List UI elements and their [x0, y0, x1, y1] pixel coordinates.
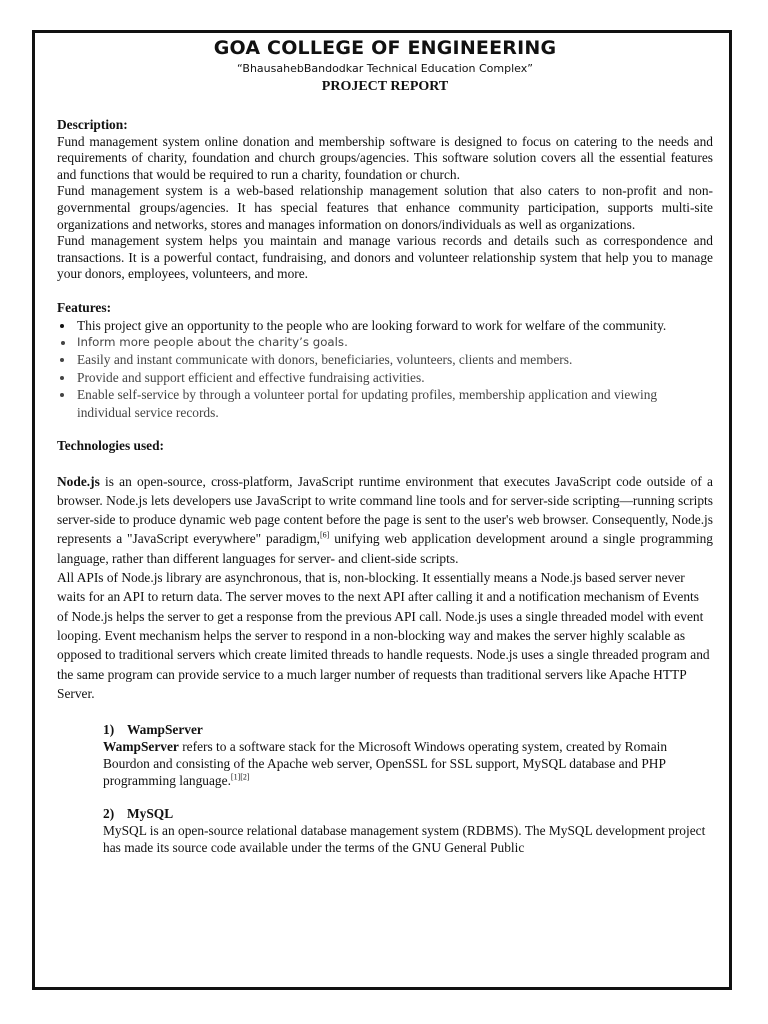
feature-item: • Easily and instant communicate with donors, beneficiaries, volunteers, clients and members.: [75, 351, 713, 368]
mysql-section: [103, 806, 713, 856]
mysql-heading: [103, 806, 713, 823]
nodejs-paragraph: [57, 472, 713, 568]
feature-item: • Inform more people about the charity’s goals.: [75, 334, 713, 351]
nodejs-text: is an open-source, cross-platform, JavaScript runtime environment that executes JavaScript code outside of a browser. Node.js lets developers use JavaScript to write command line tools and for server-side scripting—running scripts server-side to produce dynamic web page content before the page is sent to the user's web browser. Consequently, Node.js represents a "JavaScript everywhere" paradigm,: [57, 473, 713, 547]
feature-item: • Enable self-service by through a volunteer portal for updating profiles, membership application and viewing individual service records.: [75, 386, 713, 421]
mysql-title: MySQL: [127, 806, 174, 822]
wampserver-term: WampServer: [103, 738, 179, 754]
description-heading: Description:: [57, 117, 128, 132]
wampserver-section: [103, 722, 713, 789]
nodejs-api-paragraph: All APIs of Node.js library are asynchronous, that is, non-blocking. It essentially means a Node.js based server never waits for an API to return data. The server moves to the next API after calling it and a notification mechanism of Events of Node.js helps the server to get a response from the previous API call. Node.js uses a single threaded model with event looping. Event mechanism helps the server to respond in a non-blocking way and makes the server highly scalable as opposed to traditional servers which create limited threads to handle requests. Node.js uses a single threaded program and the same program can provide service to a much larger number of requests than traditional servers like Apache HTTP Server.: [57, 570, 710, 701]
wampserver-reference[interactable]: [1][2]: [230, 772, 250, 782]
description-paragraph: Fund management system online donation and membership software is designed to focus on catering to the needs and requirements of charity, foundation and church groups/agencies. This software solution covers all the essential features and functions that would be required to run a charity, foundation or church.: [57, 133, 713, 182]
college-title: GOA COLLEGE OF ENGINEERING: [213, 37, 557, 59]
page-border: [32, 30, 732, 990]
wampserver-title: WampServer: [127, 722, 203, 738]
features-list: [57, 317, 713, 421]
feature-item: • Provide and support efficient and effective fundraising activities.: [75, 369, 713, 386]
technologies-heading: Technologies used:: [57, 437, 165, 453]
nodejs-text: unifying web application development around a single programming language, rather than different languages for server- and client-side scripts.: [57, 531, 713, 566]
nodejs-reference[interactable]: [6]: [319, 530, 330, 540]
document-content: [57, 35, 713, 857]
mysql-paragraph: MySQL is an open-source relational database management system (RDBMS). The MySQL development project has made its source code available under the terms of the GNU General Public: [103, 823, 706, 855]
description-paragraph: Fund management system is a web-based relationship management solution that also caters to non-profit and non-governmental groups/agencies. It has special features that enhance community participation, supports multi-site organizations and networks, stores and manages information on donors/individuals as well as organizations.: [57, 183, 713, 232]
description-paragraph: Fund management system helps you maintain and manage various records and details such as correspondence and transactions. It is a powerful contact, fundraising, and donors and volunteer relationship system that help you to manage your donors, employees, volunteers, and more.: [57, 233, 713, 282]
features-heading: Features:: [57, 299, 112, 315]
complex-subtitle: “BhausahebBandodkar Technical Education Complex”: [237, 62, 533, 75]
wampserver-heading: [103, 722, 713, 739]
list-number: 2): [103, 806, 115, 822]
list-number: 1): [103, 722, 115, 738]
nodejs-term: Node.js: [57, 473, 100, 489]
report-title: PROJECT REPORT: [321, 79, 449, 94]
wampserver-text: refers to a software stack for the Microsoft Windows operating system, created by Romain Bourdon and consisting of the Apache web server, OpenSSL for SSL support, MySQL database and PHP programming language.: [103, 738, 668, 788]
wampserver-paragraph: [103, 739, 713, 789]
feature-item: • This project give an opportunity to the people who are looking forward to work for welfare of the community.: [75, 317, 713, 334]
